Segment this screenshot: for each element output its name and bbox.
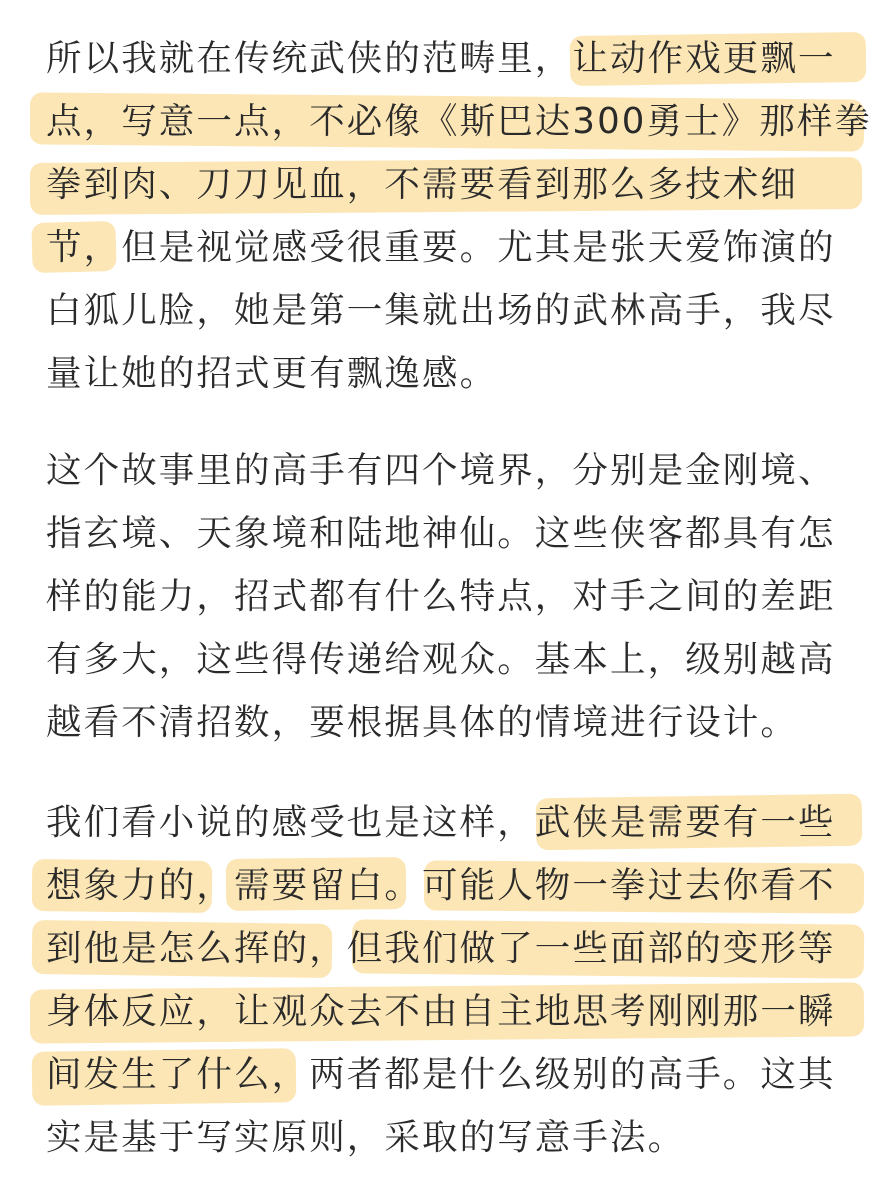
paragraph-3-line-6: 实是基于写实原则，采取的写意手法。: [46, 1117, 686, 1158]
paragraph-3-line-5: 间发生了什么，两者都是什么级别的高手。这其: [46, 1054, 836, 1095]
paragraph-2-line-2: 指玄境、天象境和陆地神仙。这些侠客都具有怎: [46, 513, 836, 554]
paragraph-1-line-6: 量让她的招式更有飘逸感。: [46, 353, 498, 394]
paragraph-2-line-5: 越看不清招数，要根据具体的情境进行设计。: [46, 702, 799, 743]
paragraph-2-line-1: 这个故事里的高手有四个境界，分别是金刚境、: [46, 450, 836, 491]
paragraph-1-line-1: 所以我就在传统武侠的范畴里，让动作戏更飘一: [46, 38, 836, 79]
paragraph-3-line-4: 身体反应，让观众去不由自主地思考刚刚那一瞬: [46, 991, 836, 1032]
paragraph-3-line-3: 到他是怎么挥的，但我们做了一些面部的变形等: [46, 928, 836, 969]
paragraph-1-line-3: 拳到肉、刀刀见血，不需要看到那么多技术细: [46, 164, 799, 205]
paragraph-2-line-3: 样的能力，招式都有什么特点，对手之间的差距: [46, 576, 836, 617]
paragraph-3-line-2: 想象力的，需要留白。可能人物一拳过去你看不: [46, 865, 836, 906]
paragraph-1-line-5: 白狐儿脸，她是第一集就出场的武林高手，我尽: [46, 290, 836, 331]
paragraph-3-line-1: 我们看小说的感受也是这样，武侠是需要有一些: [46, 802, 836, 843]
paragraph-2-line-4: 有多大，这些得传递给观众。基本上，级别越高: [46, 639, 836, 680]
paragraph-1-line-4: 节，但是视觉感受很重要。尤其是张天爱饰演的: [46, 227, 836, 268]
paragraph-1-line-2: 点，写意一点，不必像《斯巴达300勇士》那样拳: [46, 101, 873, 142]
